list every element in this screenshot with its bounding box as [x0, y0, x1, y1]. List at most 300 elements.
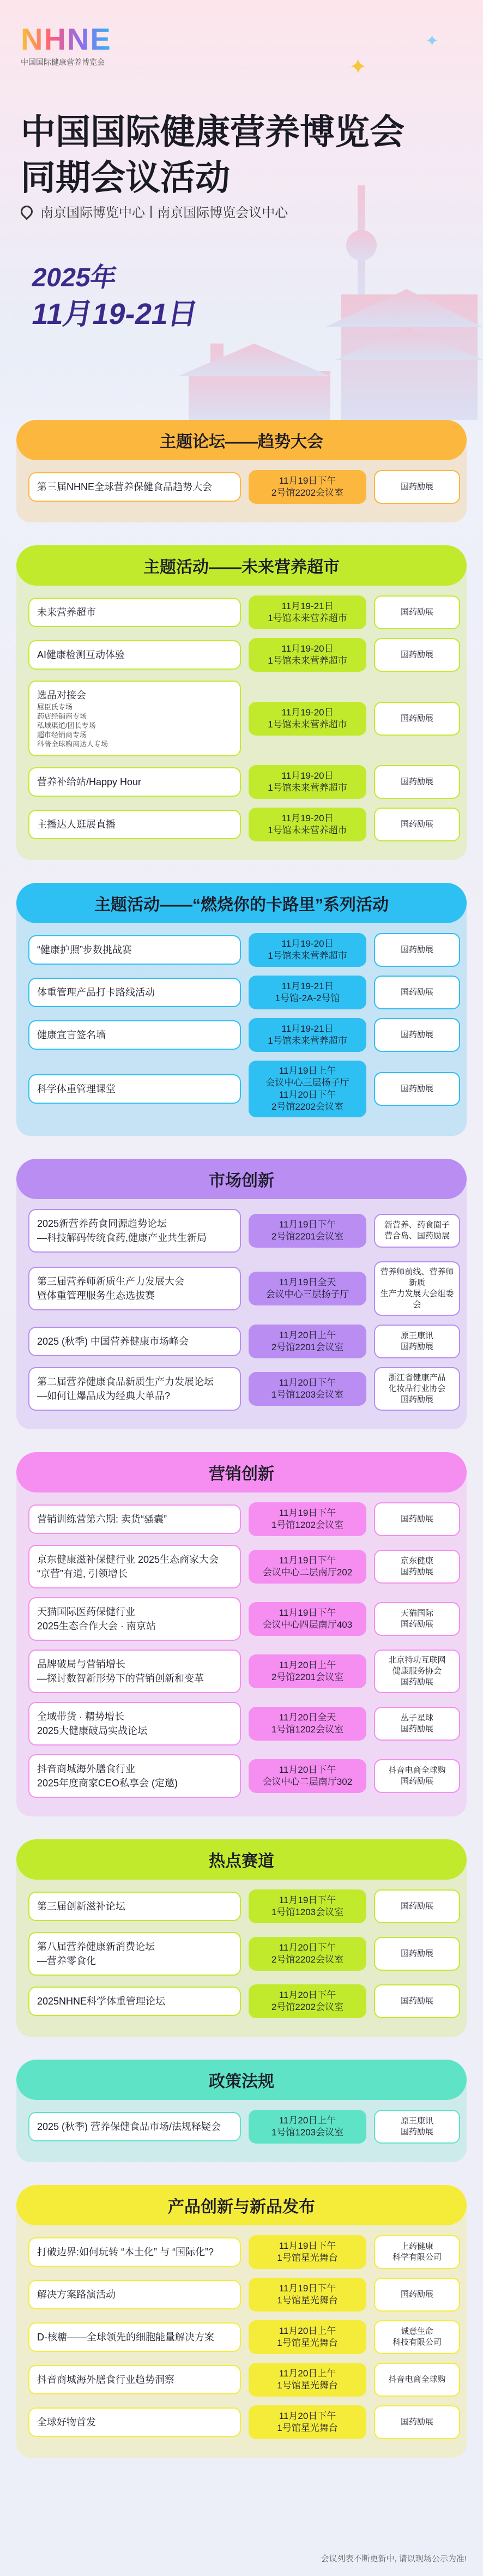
organizer-line: 营养师前线、营养师新质 — [380, 1267, 454, 1287]
session-name-line: 品牌破局与营销增长 — [37, 1659, 125, 1670]
time-location-line: 11月19-20日 — [281, 938, 334, 949]
session-name-line: —科技解码传统食药,健康产业共生新局 — [37, 1232, 207, 1243]
agenda-section — [16, 894, 467, 1136]
session-name-cell — [28, 1074, 241, 1104]
time-location-line: 11月19日全天 — [279, 1277, 336, 1287]
session-name-line: AI健康检测互动体验 — [37, 649, 125, 660]
session-organizer — [374, 1325, 460, 1358]
session-name-cell — [28, 472, 241, 502]
time-location-line: 11月19日上午 — [279, 1066, 336, 1076]
session-subitem: 私域渠道/团长专场 — [37, 721, 96, 730]
session-name-line: 第二届营养健康食品新质生产力发展论坛 — [37, 1376, 214, 1387]
session-time-location — [249, 1502, 366, 1536]
session-name-cell — [28, 2322, 241, 2352]
session-row — [28, 933, 455, 967]
section-title: 主题活动——“燃烧你的卡路里”系列活动 — [16, 883, 467, 923]
session-organizer — [374, 2363, 460, 2397]
session-name-line: 全球好物首发 — [37, 2417, 96, 2428]
time-location-line: 11月20日上午 — [279, 1660, 336, 1670]
organizer-line: 营合岛、国药励展 — [384, 1231, 450, 1241]
session-name — [37, 2288, 116, 2302]
session-organizer — [374, 638, 460, 672]
organizer-line: 国药励展 — [400, 1395, 433, 1404]
time-location-line: 11月19日下午 — [279, 1608, 336, 1618]
time-location-line: 11月19-20日 — [281, 707, 334, 718]
time-location-line: 1号馆1203会议室 — [271, 1907, 344, 1917]
session-time-location — [249, 702, 366, 736]
time-location-line: 1号馆星光舞台 — [277, 2253, 338, 2263]
organizer-line: 国药励展 — [400, 1996, 433, 2006]
session-organizer — [374, 2320, 460, 2354]
time-location-line: 1号馆未来营养超市 — [268, 825, 347, 835]
event-year: 2025年 — [29, 263, 119, 292]
session-name — [37, 2330, 214, 2344]
session-row — [28, 1367, 455, 1411]
session-organizer — [374, 2110, 460, 2144]
session-name-cell — [28, 1892, 241, 1921]
session-row — [28, 470, 455, 504]
organizer-line: 国药励展 — [400, 650, 433, 659]
organizer-line: 丛子星球 — [400, 1713, 433, 1723]
session-name-line: —探讨数智新形势下的营销创新和变革 — [37, 1673, 204, 1684]
organizer-line: 抖音电商全球购 — [388, 2375, 446, 2384]
time-location-line: 1号馆星光舞台 — [277, 2380, 338, 2391]
organizer-line: 新营养、药食圈子 — [384, 1220, 450, 1230]
sparkle-icon: ✦ — [349, 55, 367, 79]
session-name-cell — [28, 640, 241, 670]
session-row — [28, 808, 455, 841]
session-organizer — [374, 1072, 460, 1106]
organizer-line: 国药励展 — [400, 1084, 433, 1093]
session-organizer — [374, 1602, 460, 1636]
time-location-line: 11月20日下午 — [279, 1090, 336, 1100]
time-location-line: 1号馆星光舞台 — [277, 2295, 338, 2306]
session-organizer — [374, 1502, 460, 1536]
section-title: 营销创新 — [16, 1452, 467, 1492]
session-row — [28, 1932, 455, 1976]
session-name — [37, 1899, 125, 1913]
agenda-section — [16, 1463, 467, 1816]
session-name-cell — [28, 598, 241, 627]
session-row — [28, 681, 455, 756]
title-line-2: 同期会议活动 — [21, 158, 230, 197]
session-name-cell — [28, 978, 241, 1007]
section-title: 主题论坛——趋势大会 — [16, 420, 467, 460]
session-name — [37, 480, 212, 494]
session-name-cell — [28, 1367, 241, 1411]
organizer-line: 国药励展 — [400, 1949, 433, 1958]
session-organizer — [374, 1707, 460, 1741]
session-time-location — [249, 2320, 366, 2354]
session-row — [28, 1325, 455, 1358]
session-time-location — [249, 1272, 366, 1305]
time-location-line: 11月19日下午 — [279, 1895, 336, 1905]
session-name-line: 抖音商城海外膳食行业 — [37, 1764, 135, 1774]
time-location-line: 11月19-21日 — [281, 981, 334, 991]
time-location-line: 11月20日下午 — [279, 2411, 336, 2421]
organizer-line: 化妆品行业协会 — [388, 1384, 446, 1393]
organizer-line: 科技有限公司 — [392, 2338, 442, 2347]
session-name — [37, 1552, 219, 1581]
agenda-section — [16, 1850, 467, 2037]
session-row — [28, 1702, 455, 1746]
organizer-line: 国药励展 — [400, 482, 433, 491]
time-location-line: 11月19日下午 — [279, 476, 336, 486]
session-name — [37, 1028, 106, 1042]
venue-line — [21, 202, 288, 221]
session-time-location — [249, 1061, 366, 1117]
session-organizer — [374, 1018, 460, 1052]
time-location-line: 11月19日下午 — [279, 1508, 336, 1518]
session-name-line: 未来营养超市 — [37, 607, 96, 618]
time-location-line: 1号馆1202会议室 — [271, 1520, 344, 1530]
session-name — [37, 1994, 165, 2008]
organizer-line: 上药健康 — [400, 2242, 433, 2251]
organizer-line: 生产力发展大会组委会 — [380, 1289, 454, 1309]
organizer-line: 天猫国际 — [400, 1609, 433, 1618]
time-location-line: 2号馆2201会议室 — [271, 1342, 344, 1352]
session-organizer — [374, 976, 460, 1009]
venue-separator: | — [149, 203, 153, 219]
time-location-line: 2号馆2201会议室 — [271, 1672, 344, 1682]
session-name-cell — [28, 2280, 241, 2309]
time-location-line: 会议中心四层南厅403 — [262, 1620, 353, 1630]
time-location-line: 1号馆未来营养超市 — [268, 613, 347, 623]
session-name-cell — [28, 1987, 241, 2016]
session-name-line: 选品对接会 — [37, 690, 86, 701]
session-name-cell — [28, 767, 241, 797]
venue-2: 南京国际博览会议中心 — [157, 206, 288, 220]
agenda-sections — [0, 431, 483, 2458]
session-subitem: 药店经销商专场 — [37, 712, 87, 720]
time-location-line: 11月20日上午 — [279, 2326, 336, 2336]
time-location-line: 1号馆1203会议室 — [271, 2127, 344, 2138]
organizer-line: 抖音电商全球购 — [388, 1766, 446, 1775]
nhne-logo — [21, 23, 112, 68]
session-organizer — [374, 2235, 460, 2269]
session-name — [37, 775, 141, 789]
session-row — [28, 2110, 455, 2144]
session-name — [37, 688, 108, 749]
session-name-cell — [28, 1209, 241, 1253]
session-time-location — [249, 808, 366, 841]
time-location-line: 11月20日上午 — [279, 2115, 336, 2126]
agenda-section — [16, 1170, 467, 1429]
section-title: 主题活动——未来营养超市 — [16, 545, 467, 586]
session-name — [37, 1762, 178, 1790]
session-name-line: 体重管理产品打卡路线活动 — [37, 987, 155, 998]
session-name — [37, 605, 96, 619]
session-time-location — [249, 933, 366, 967]
title-line-1: 中国国际健康营养博览会 — [21, 112, 404, 152]
session-time-location — [249, 470, 366, 504]
organizer-line: 国药励展 — [400, 1724, 433, 1734]
session-row — [28, 638, 455, 672]
session-row — [28, 2405, 455, 2439]
session-organizer — [374, 1889, 460, 1923]
session-time-location — [249, 1018, 366, 1052]
session-organizer — [374, 2278, 460, 2312]
time-location-line: 11月19-20日 — [281, 813, 334, 823]
session-row — [28, 1061, 455, 1117]
session-row — [28, 1545, 455, 1588]
session-name-cell — [28, 1702, 241, 1746]
session-name-line: 打破边界:如何玩转 “本土化” 与 “国际化”? — [37, 2247, 214, 2258]
session-row — [28, 976, 455, 1009]
time-location-line: 2号馆2201会议室 — [271, 1231, 344, 1242]
session-name-cell — [28, 2112, 241, 2141]
session-time-location — [249, 595, 366, 629]
time-location-line: 11月20日下午 — [279, 1942, 336, 1953]
session-name — [37, 1274, 184, 1303]
agenda-section — [16, 2071, 467, 2162]
time-location-line: 11月19-20日 — [281, 643, 334, 654]
time-location-line: 11月20日下午 — [279, 1765, 336, 1775]
session-name-line: 健康宣言签名墙 — [37, 1030, 106, 1040]
session-name-line: 天猫国际医药保健行业 — [37, 1606, 135, 1617]
session-name — [37, 943, 132, 957]
organizer-line: 科学有限公司 — [392, 2253, 442, 2262]
session-time-location — [249, 2278, 366, 2312]
session-row — [28, 1984, 455, 2018]
event-days: 11月19-21日 — [29, 298, 201, 330]
session-name-cell — [28, 2408, 241, 2437]
time-location-line: 11月20日全天 — [279, 1712, 336, 1723]
page-title — [21, 109, 404, 201]
session-name-cell — [28, 681, 241, 756]
session-name-cell — [28, 1754, 241, 1798]
organizer-line: 诚意生命 — [400, 2327, 433, 2336]
session-name-cell — [28, 1545, 241, 1588]
organizer-line: 国药励展 — [400, 1030, 433, 1039]
organizer-line: 国药励展 — [400, 777, 433, 786]
session-name-line: 2025大健康破局实战论坛 — [37, 1725, 148, 1736]
session-organizer — [374, 1937, 460, 1971]
section-title: 热点赛道 — [16, 1839, 467, 1880]
session-row — [28, 2363, 455, 2397]
session-organizer — [374, 702, 460, 736]
organizer-line: 国药励展 — [400, 945, 433, 954]
session-name-line: 全域带货 · 精势增长 — [37, 1711, 124, 1722]
organizer-line: 京东健康 — [400, 1556, 433, 1566]
organizer-line: 原王康讯 — [400, 1331, 433, 1340]
session-name — [37, 1334, 189, 1349]
session-name-line: 主播达人逛展直播 — [37, 819, 116, 830]
organizer-line: 北京特功互联网 — [388, 1656, 446, 1665]
session-row — [28, 2235, 455, 2269]
time-location-line: 11月20日上午 — [279, 1330, 336, 1340]
session-time-location — [249, 1325, 366, 1358]
session-name — [37, 1375, 214, 1403]
session-name-line: 京东健康滋补保健行业 2025生态商家大会 — [37, 1554, 219, 1565]
session-name-line: 第三届营养师新质生产力发展大会 — [37, 1276, 184, 1287]
session-name-line: 暨体重管理服务生态选拔赛 — [37, 1290, 155, 1301]
time-location-line: 11月20日下午 — [279, 1990, 336, 2000]
session-organizer — [374, 1759, 460, 1793]
session-time-location — [249, 1937, 366, 1971]
session-time-location — [249, 2235, 366, 2269]
session-name — [37, 2245, 214, 2259]
time-location-line: 1号馆未来营养超市 — [268, 1036, 347, 1046]
organizer-line: 国药励展 — [400, 1901, 433, 1911]
location-pin-icon — [18, 203, 35, 220]
session-time-location — [249, 1984, 366, 2018]
session-row — [28, 1261, 455, 1316]
organizer-line: 国药励展 — [400, 2127, 433, 2136]
session-name-cell — [28, 2237, 241, 2267]
session-name — [37, 817, 116, 832]
session-name-cell — [28, 935, 241, 965]
session-time-location — [249, 976, 366, 1009]
session-time-location — [249, 1214, 366, 1248]
session-time-location — [249, 1654, 366, 1688]
session-name-cell — [28, 1650, 241, 1693]
organizer-line: 国药励展 — [400, 1620, 433, 1629]
organizer-line: 国药励展 — [400, 1777, 433, 1786]
agenda-section — [16, 2196, 467, 2458]
time-location-line: 2号馆2202会议室 — [271, 2002, 344, 2012]
session-name — [37, 1657, 204, 1686]
session-name-line: 2025NHNE科学体重管理论坛 — [37, 1996, 166, 2007]
session-name-line: 营销训练营第六期: 卖货“骚囊” — [37, 1514, 167, 1525]
session-time-location — [249, 765, 366, 799]
session-organizer — [374, 933, 460, 967]
organizer-line: 国药励展 — [400, 988, 433, 997]
session-time-location — [249, 1602, 366, 1636]
session-name-cell — [28, 2365, 241, 2394]
session-name-cell — [28, 1597, 241, 1641]
session-organizer — [374, 1984, 460, 2018]
session-name-line: “健康护照”步数挑战赛 — [37, 944, 132, 955]
session-name — [37, 2120, 221, 2134]
time-location-line: 1号馆-2A-2号馆 — [275, 993, 340, 1003]
session-name-cell — [28, 1267, 241, 1310]
organizer-line: 国药励展 — [400, 1342, 433, 1351]
venue-1: 南京国际博览中心 — [40, 206, 145, 220]
time-location-line: 会议中心三层扬子厅 — [265, 1289, 349, 1299]
session-name-line: 第三届创新滋补论坛 — [37, 1901, 125, 1912]
session-time-location — [249, 638, 366, 672]
session-name-line: 抖音商城海外膳食行业趋势洞察 — [37, 2374, 174, 2385]
session-name — [37, 1217, 207, 1245]
session-name-line: —营养零食化 — [37, 1955, 96, 1966]
session-organizer — [374, 1261, 460, 1316]
session-name-line: 2025生态合作大会 · 南京站 — [37, 1621, 156, 1632]
time-location-line: 1号馆未来营养超市 — [268, 719, 347, 730]
event-dates — [29, 256, 201, 333]
session-name — [37, 1512, 167, 1526]
time-location-line: 1号馆未来营养超市 — [268, 950, 347, 961]
session-name-line: —如何让爆品成为经典大单品? — [37, 1391, 171, 1401]
session-name — [37, 985, 155, 1000]
session-name-line: 科学体重管理课堂 — [37, 1084, 116, 1094]
session-row — [28, 765, 455, 799]
organizer-line: 原王康讯 — [400, 2116, 433, 2126]
session-name-line: 2025 (秋季) 营养保健食品市场/法规释疑会 — [37, 2121, 221, 2132]
session-row — [28, 1502, 455, 1536]
organizer-line: 国药励展 — [400, 1567, 433, 1576]
header-banner — [0, 0, 483, 431]
session-subitem: 屈臣氏专场 — [37, 703, 73, 711]
time-location-line: 会议中心二层南厅202 — [262, 1567, 353, 1578]
time-location-line: 11月19-21日 — [281, 601, 334, 611]
organizer-line: 国药励展 — [400, 2290, 433, 2299]
session-name-line: 2025 (秋季) 中国营养健康市场峰会 — [37, 1336, 189, 1347]
time-location-line: 2号馆2202会议室 — [271, 1954, 344, 1965]
session-organizer — [374, 1550, 460, 1584]
session-name-cell — [28, 1327, 241, 1356]
session-organizer — [374, 765, 460, 799]
session-time-location — [249, 2363, 366, 2397]
session-time-location — [249, 1889, 366, 1923]
time-location-line: 会议中心三层扬子厅 — [265, 1078, 349, 1088]
session-row — [28, 1597, 455, 1641]
time-location-line: 11月19日下午 — [279, 2241, 336, 2251]
session-row — [28, 595, 455, 629]
session-name-cell — [28, 1932, 241, 1976]
session-organizer — [374, 595, 460, 629]
session-name-cell — [28, 1020, 241, 1050]
organizer-line: 国药励展 — [400, 820, 433, 829]
organizer-line: 国药励展 — [400, 2417, 433, 2427]
time-location-line: 2号馆2202会议室 — [271, 1102, 344, 1112]
session-row — [28, 1754, 455, 1798]
session-name-line: 2025新营养药食同源趋势论坛 — [37, 1218, 167, 1229]
session-row — [28, 1889, 455, 1923]
session-name-line: “京营”有道, 引领增长 — [37, 1568, 128, 1579]
session-name — [37, 1940, 155, 1968]
session-organizer — [374, 2405, 460, 2439]
time-location-line: 1号馆未来营养超市 — [268, 783, 347, 793]
session-name — [37, 2415, 96, 2429]
session-organizer — [374, 808, 460, 841]
organizer-line: 国药励展 — [400, 1514, 433, 1524]
logo-text: NHNE — [21, 22, 112, 56]
session-name — [37, 1710, 147, 1738]
agenda-section — [16, 431, 467, 522]
time-location-line: 2号馆2202会议室 — [271, 487, 344, 498]
session-organizer — [374, 1214, 460, 1248]
session-row — [28, 1018, 455, 1052]
session-name — [37, 1605, 156, 1633]
sparkle-icon: ✦ — [425, 32, 439, 50]
session-name-cell — [28, 1504, 241, 1534]
session-time-location — [249, 1707, 366, 1741]
time-location-line: 11月20日下午 — [279, 1377, 336, 1388]
session-row — [28, 2320, 455, 2354]
session-time-location — [249, 1759, 366, 1793]
time-location-line: 1号馆未来营养超市 — [268, 655, 347, 666]
session-name — [37, 648, 125, 662]
section-title: 产品创新与新品发布 — [16, 2185, 467, 2225]
section-title: 市场创新 — [16, 1159, 467, 1199]
time-location-line: 1号馆星光舞台 — [277, 2423, 338, 2433]
time-location-line: 1号馆星光舞台 — [277, 2338, 338, 2348]
organizer-line: 健康服务协会 — [392, 1666, 442, 1676]
session-time-location — [249, 2405, 366, 2439]
session-time-location — [249, 1372, 366, 1406]
session-name — [37, 2373, 174, 2387]
time-location-line: 11月19日下午 — [279, 1219, 336, 1230]
organizer-line: 浙江省健康产品 — [388, 1373, 446, 1382]
time-location-line: 会议中心二层南厅302 — [262, 1777, 353, 1787]
agenda-section — [16, 556, 467, 860]
time-location-line: 11月20日上午 — [279, 2368, 336, 2379]
session-name-line: 解决方案路演活动 — [37, 2289, 116, 2300]
footer-note: 会议列表不断更新中, 请以现场公示为准! — [321, 2554, 467, 2563]
session-subitem: 科普全球购商达人专场 — [37, 740, 108, 748]
time-location-line: 11月19日下午 — [279, 2283, 336, 2294]
